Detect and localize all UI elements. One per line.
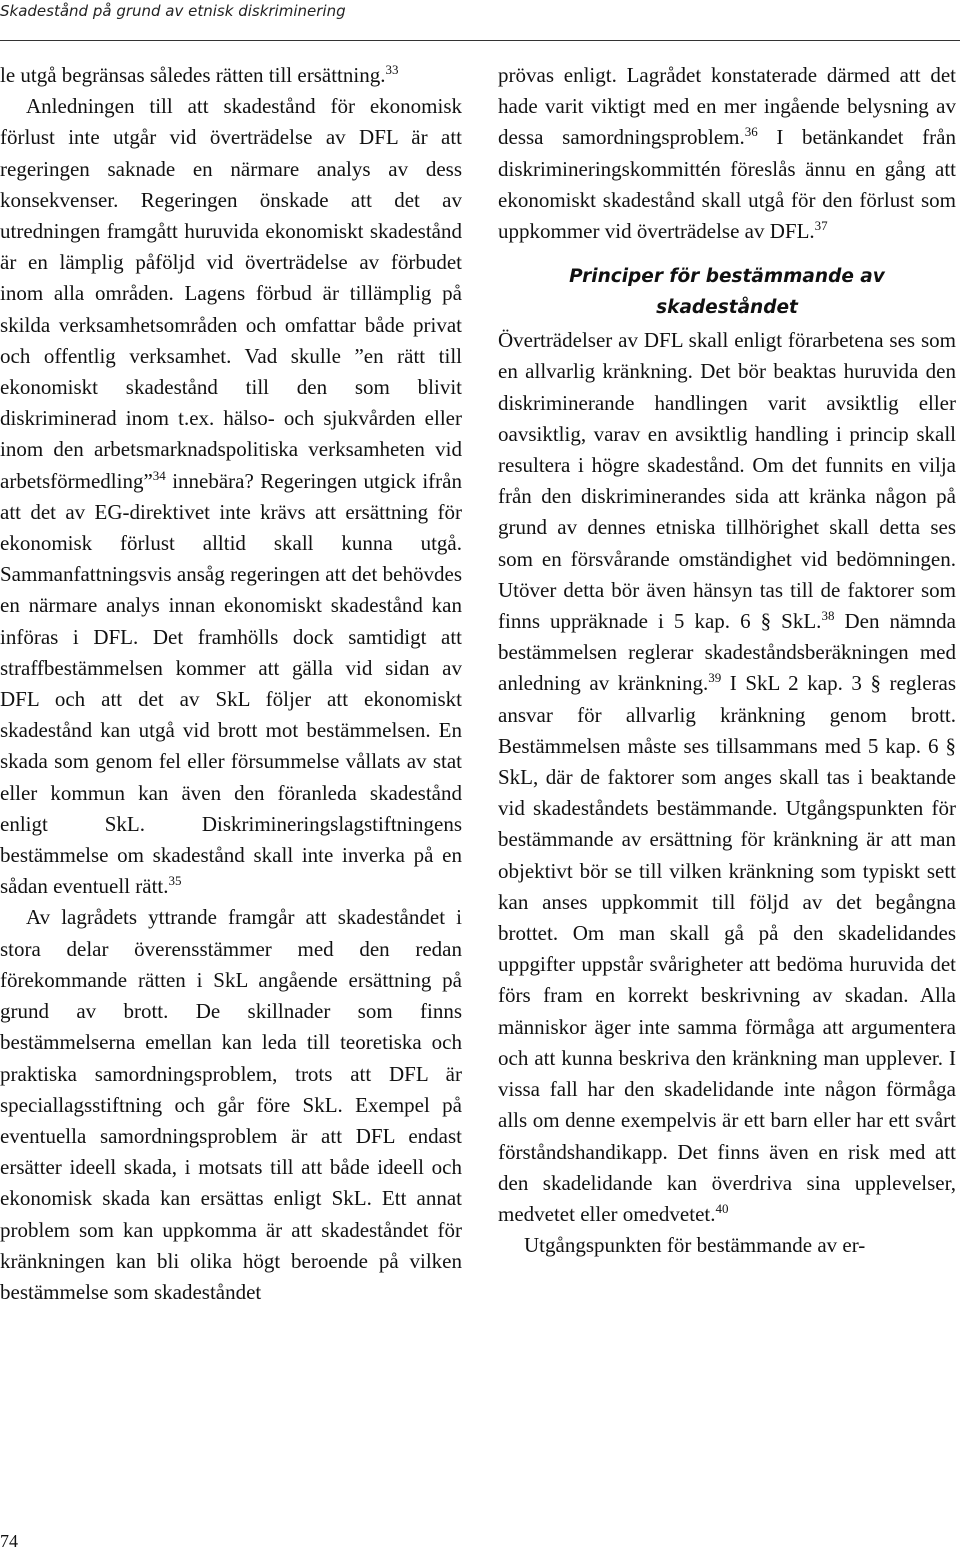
left-paragraph-1 [0,60,462,91]
right-paragraph-1 [498,325,956,1230]
footnote-ref-36: 36 [744,124,758,140]
page-number: 74 [0,1531,18,1551]
right-paragraph-continuation [498,60,956,247]
left-p1-text: le utgå begränsas således rätten till ersättning. [0,63,386,87]
footnote-ref-38: 38 [821,608,835,624]
running-header: Skadestånd på grund av etnisk diskriminering [0,2,346,20]
right-p1-text-b: Den nämnda bestämmelsen reglerar skadeståndsberäkningen med anledning av kränkning. [498,609,956,696]
section-heading: Principer för bestämmande av skadeståndet [569,266,885,319]
footnote-ref-37: 37 [814,218,828,234]
right-p1-text-a: Överträdelser av DFL skall enligt förarbetena ses som en allvarlig kränkning. Det bör beaktas huruvida den diskriminerande handlingen varit avsiktlig eller oavsiktlig, varav en avsiktlig handling i princip skall resultera i högre skadestånd. Om det funnits en vilja från den diskriminerandes sida att kränka någon på grund av dennes etniska tillhörighet skall detta ses som en försvårande omständighet vid bedömningen. Utöver detta bör även hänsyn tas till de faktorer som finns uppräknade i 5 kap. 6 § SkL. [498,328,956,634]
left-paragraph-2 [0,91,462,902]
right-p1-text-c: I SkL 2 kap. 3 § regleras ansvar för allvarlig kränkning genom brott. Bestämmelsen måste ses tillsammans med 5 kap. 6 § SkL, där de faktorer som anges skall tas i beaktande vid skadeståndets bestämmande. Utgångspunkten för bestämmande av ersättning för kränkning är att man objektivt bör se till vilken kränkning som typiskt sett kan anses uppkommit till följd av det begångna brottet. Om man skall gå på den skadelidandes uppgifter uppstår svårigheter att bedöma huruvida det förs fram en korrekt beskrivning av skadan. Alla människor äger inte samma förmåga att argumentera och att kunna beskriva den kränkning man upplever. I vissa fall har den skadelidande inte någon förmåga alls om denne exempelvis är ett barn eller har ett svårt förståndshandikapp. Det finns även en risk med att den skadelidande kan överdriva sina upplevelser, medvetet eller omedvetet. [498,671,957,1226]
footnote-ref-39: 39 [708,670,722,686]
right-cont-text-a: prövas enligt. Lagrådet konstaterade därmed att det hade varit viktigt med en mer ingående belysning av dessa samordningsproblem. [498,63,956,150]
left-column [0,60,462,1308]
footnote-ref-35: 35 [168,873,182,889]
footnote-ref-34: 34 [152,467,166,483]
footnote-ref-33: 33 [385,62,399,77]
left-p2-text-a: Anledningen till att skadestånd för ekonomisk förlust inte utgår vid överträdelse av DFL är att regeringen saknade en närmare analys av dess konsekvenser. Regeringen önskade att det av utredningen framgått huruvida ekonomiskt skadestånd är en lämplig påföljd vid överträdelse av förbudet inom alla områden. Lagens förbud är tillämplig på skilda verksamhetsområden och omfattar både privat och offentlig verksamhet. Vad skulle ”en rätt till ekonomiskt skadestånd till den som blivit diskriminerad inom t.ex. hälso- och sjukvården eller inom den arbetsmarknadspolitiska verksamheten vid arbetsförmedling” [0,94,462,493]
right-column [498,60,956,1261]
left-paragraph-3: Av lagrådets yttrande framgår att skadeståndet i stora delar överensstämmer med den redan förekommande rätten i SkL angående ersättning på grund av brott. De skillnader som finns bestämmelserna emellan kan leda till teoretiska och praktiska samordningsproblem, trots att DFL är speciallagsstiftning och går före SkL. Exempel på eventuella samordningsproblem är att DFL endast ersätter ideell skada, i motsats till att både ideell och ekonomisk skada kan ersättas enligt SkL. Ett annat problem som kan uppkomma är att skadeståndet för kränkningen kan bli olika högt beroende på vilken bestämmelse som skadeståndet [0,905,462,1304]
left-p2-text-b: innebära? Regeringen utgick ifrån att det av EG-direktivet inte krävs att ersättning för ekonomisk förlust alltid skall kunna utgå. Sammanfattningsvis ansåg regeringen att det behövdes en närmare analys innan ekonomiskt skadestånd kan införas i DFL. Det framhölls dock samtidigt att straffbestämmelsen kommer att gälla vid sidan av DFL och att det av SkL följer att ekonomiskt skadestånd kan utgå vid brott mot bestämmelsen. En skada som genom fel eller försummelse vållats av stat eller kommun kan även den föranleda skadestånd enligt SkL. Diskrimineringslagstiftningens bestämmelse om skadestånd skall inte inverka på en sådan eventuell rätt. [0,468,462,899]
right-cont-text-b: I betänkandet från diskrimineringskommittén föreslås ännu en gång att ekonomiskt skadestånd skall utgå för den förlust som uppkommer vid överträdelse av DFL. [498,125,956,244]
header-rule [0,40,960,41]
footnote-ref-40: 40 [715,1200,729,1216]
right-paragraph-2: Utgångspunkten för bestämmande av er- [524,1233,866,1258]
